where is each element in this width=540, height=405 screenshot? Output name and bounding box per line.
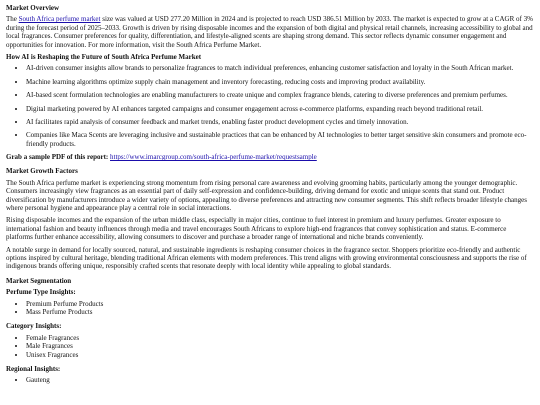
growth-paragraph: A notable surge in demand for locally sourced, natural, and sustainable ingredients is reshaping consumer choices in the fragrance sector. Shoppers prioritize eco-friendly and authentic options inspired by cultural heritage, blending traditional African elements with modern preferences. This trend aligns with growing environmental consciousness and supports the rise of indigenous brands offering unique, responsibly crafted scents that resonate deeply with local identity while appealing to global standards. (6, 245, 527, 271)
list-item: • Companies like Maca Scents are leveraging inclusive and sustainable practices that can be enhanced by AI technologies to better target sensitive skin consumers and promote eco-friendly products. (26, 131, 534, 148)
ai-list (6, 64, 534, 148)
list-item: • Mass Perfume Products (26, 308, 534, 316)
list-item: • Unisex Fragrances (26, 351, 534, 359)
sample-line (6, 153, 534, 161)
ai-heading: How AI is Reshaping the Future of South Africa Perfume Market (6, 52, 202, 61)
regional-heading: Regional Insights: (6, 364, 61, 373)
overview-heading: Market Overview (6, 4, 60, 12)
overview-paragraph: The South Africa perfume market size was valued at USD 277.20 Million in 2024 and is projected to reach USD 386.51 Million by 2033. The market is expected to grow at a CAGR of 3% during the forecast period of 2025–2033. Growth is driven by rising disposable incomes and the expansion of both digital and physical retail channels, increasing accessibility to global and local fragrances. Consumer preferences for quality, differentiation, and lifestyle-aligned scents are shaping strong demand. This sector reflects dynamic consumer engagement and opportunities for innovation. For more information, visit the South Africa Perfume Market. (6, 15, 533, 49)
list-item: • Gauteng (26, 376, 534, 384)
perfume-type-list (6, 300, 534, 317)
growth-paragraph: Rising disposable incomes and the expansion of the urban middle class, especially in major cities, continue to fuel interest in premium and luxury perfumes. Greater exposure to international fashion and beauty influences through media and travel encourages South Africans to explore high-end fragrances that convey sophistication and status. E-commerce platforms further enhance accessibility, allowing consumers to discover and purchase a broader range of international and niche brands conveniently. (6, 216, 507, 242)
list-item: • AI facilitates rapid analysis of consumer feedback and market trends, enabling faster product development cycles and timely innovation. (26, 118, 534, 126)
regional-list (6, 376, 534, 384)
segmentation-heading: Market Segmentation (6, 276, 72, 285)
sample-link[interactable]: https://www.imarcgroup.com/south-africa-perfume-market/requestsample (110, 153, 317, 162)
list-item: • Female Fragrances (26, 334, 534, 342)
market-link[interactable]: South Africa perfume market (18, 15, 101, 24)
growth-paragraph: The South Africa perfume market is experiencing strong momentum from rising personal care awareness and evolving grooming habits, particularly among the younger demographic. Consumers increasingly view fragrances as an essential part of daily self-expression and confidence-building, driving demand for exotic and unique scents that stand out. Product diversification by manufacturers introduce a wider variety of options, appealing to diverse preferences and attracting new consumer segments. This shift reflects broader lifestyle changes where personal hygiene and appearance play a central role in social interactions. (6, 178, 527, 213)
list-item: • Digital marketing powered by AI enhances targeted campaigns and consumer engagement across e-commerce platforms, expanding reach beyond traditional retail. (26, 105, 534, 113)
list-item: • AI-based scent formulation technologies are enabling manufacturers to create unique and complex fragrance blends, catering to diverse preferences and premium perfumes. (26, 91, 534, 99)
growth-heading: Market Growth Factors (6, 167, 78, 176)
category-list (6, 334, 534, 359)
sample-label: Grab a sample PDF of this report: (6, 153, 109, 162)
category-heading: Category Insights: (6, 322, 62, 331)
perfume-type-heading: Perfume Type Insights: (6, 288, 76, 297)
list-item: • Male Fragrances (26, 342, 534, 350)
list-item: • Machine learning algorithms optimize supply chain management and inventory forecasting, reducing costs and improving product availability. (26, 78, 534, 86)
list-item: • AI-driven consumer insights allow brands to personalize fragrances to match individual preferences, enhancing customer satisfaction and loyalty in the South African market. (26, 64, 534, 72)
list-item: • Premium Perfume Products (26, 300, 534, 308)
